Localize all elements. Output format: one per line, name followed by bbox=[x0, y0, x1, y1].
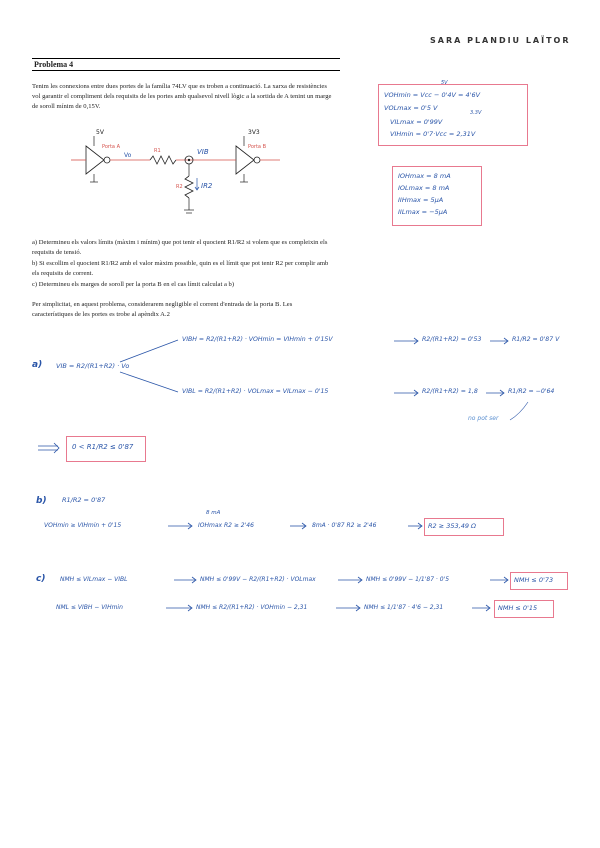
part-a-bottom-branch: VIBL = R2/(R1+R2) · VOLmax = VILmax − 0'15 bbox=[182, 388, 329, 395]
spec-vil: VILmax = 0'99V bbox=[390, 118, 443, 126]
spec-ioh: IOHmax = 8 mA bbox=[398, 172, 451, 180]
spec-iol: IOLmax = 8 mA bbox=[398, 184, 450, 192]
part-a-top-branch: VIBH = R2/(R1+R2) · VOHmin = VIHmin + 0'15V bbox=[182, 336, 333, 343]
part-b-line-mid: IOHmax R2 ≥ 2'46 bbox=[198, 522, 254, 529]
super-5v: 5V bbox=[441, 80, 448, 86]
part-b-result: R2 ≥ 353,49 Ω bbox=[428, 522, 477, 530]
vcc-a-label: 5V bbox=[96, 129, 104, 136]
part-a-top-result2: R1/R2 = 0'87 V bbox=[512, 336, 560, 343]
part-b-ratio: R1/R2 = 0'87 bbox=[62, 496, 106, 504]
part-a-main: VIB = R2/(R1+R2) · Vo bbox=[56, 362, 130, 370]
problem-intro: Tenim les connexions entre dues portes de la família 74LV que es troben a continuació. La xarxa de resistències vol garantir el compliment dels requisits de les portes amb qualsevol nivell lògic a la sortida de A tenint un marge de soroll mínim de 0,15V. bbox=[32, 83, 332, 110]
part-a-bottom-result2: R1/R2 = −0'64 bbox=[508, 388, 555, 395]
part-a-bottom-result1: R2/(R1+R2) = 1,8 bbox=[422, 388, 478, 395]
r1-label: R1 bbox=[154, 148, 161, 154]
part-b-mid-top: 8 mA bbox=[206, 510, 221, 516]
part-c-row1-c: NMH ≤ 0'99V − 1/1'87 · 0'5 bbox=[366, 576, 450, 583]
part-b-line-right: 8mA · 0'87 R2 ≥ 2'46 bbox=[312, 522, 377, 529]
part-a-conclusion: 0 < R1/R2 ≤ 0'87 bbox=[72, 443, 134, 451]
question-a: a) Determineu els valors límits (màxim i mínim) que pot tenir el quocient R1/R2 si volem que es compleixin els requisits de tensió. bbox=[32, 239, 328, 256]
spec-vih: VIHmin = 0'7·Vcc = 2,31V bbox=[390, 130, 476, 138]
author-signature: SARA PLANDIU LAÏTOR bbox=[430, 36, 571, 45]
part-b-line-left: VOHmin ≥ VIHmin + 0'15 bbox=[44, 522, 122, 529]
problem-note: Per simplicitat, en aquest problema, considerarem negligible el corrent d'entrada de la porta B. Les característiques de les portes es trobe al apèndix A.2 bbox=[32, 301, 293, 318]
part-a-top-result1: R2/(R1+R2) = 0'53 bbox=[422, 336, 482, 343]
vcc-b-label: 3V3 bbox=[248, 129, 260, 136]
spec-iil: IILmax = −5µA bbox=[398, 208, 448, 216]
part-c-row2-result: NMH ≤ 0'15 bbox=[498, 604, 538, 612]
part-c-row1-b: NMH ≤ 0'99V − R2/(R1+R2) · VOLmax bbox=[200, 576, 316, 583]
part-b-label: b) bbox=[36, 496, 47, 506]
r2-label: R2 bbox=[176, 184, 183, 190]
problem-title: Problema 4 bbox=[32, 58, 340, 71]
question-c: c) Determineu els marges de soroll per la porta B en el cas límit calculat a b) bbox=[32, 281, 235, 288]
ir2-label: IR2 bbox=[201, 182, 213, 190]
part-c-row1-result: NMH ≤ 0'73 bbox=[514, 576, 554, 584]
spec-iih: IIHmax = 5µA bbox=[398, 196, 444, 204]
super-3v3: 3.3V bbox=[470, 110, 482, 116]
vib-label: VIB bbox=[197, 148, 209, 156]
vo-label: Vo bbox=[124, 152, 132, 159]
gate-b-label: Porta B bbox=[248, 144, 266, 150]
part-c-row2-c: NMH ≤ 1/1'87 · 4'6 − 2,31 bbox=[364, 604, 444, 611]
spec-voh: VOHmin = Vcc − 0'4V = 4'6V bbox=[384, 91, 481, 99]
part-c-row2-a: NML ≤ VIBH − VIHmin bbox=[56, 604, 123, 611]
part-c-row1-a: NMH ≤ VILmax − VIBL bbox=[60, 576, 128, 583]
spec-vol: VOLmax = 0'5 V bbox=[384, 104, 438, 112]
part-a-bottom-note: no pot ser bbox=[468, 415, 499, 422]
question-b: b) Si escollim el quocient R1/R2 amb el valor màxim possible, quin es el límit que pot tenir R2 per complir amb els requisits de corrent. bbox=[32, 260, 329, 277]
part-c-row2-b: NMH ≤ R2/(R1+R2) · VOHmin − 2,31 bbox=[196, 604, 308, 611]
gate-a-label: Porta A bbox=[102, 144, 120, 150]
part-a-label: a) bbox=[32, 360, 43, 370]
part-c-label: c) bbox=[36, 574, 46, 584]
